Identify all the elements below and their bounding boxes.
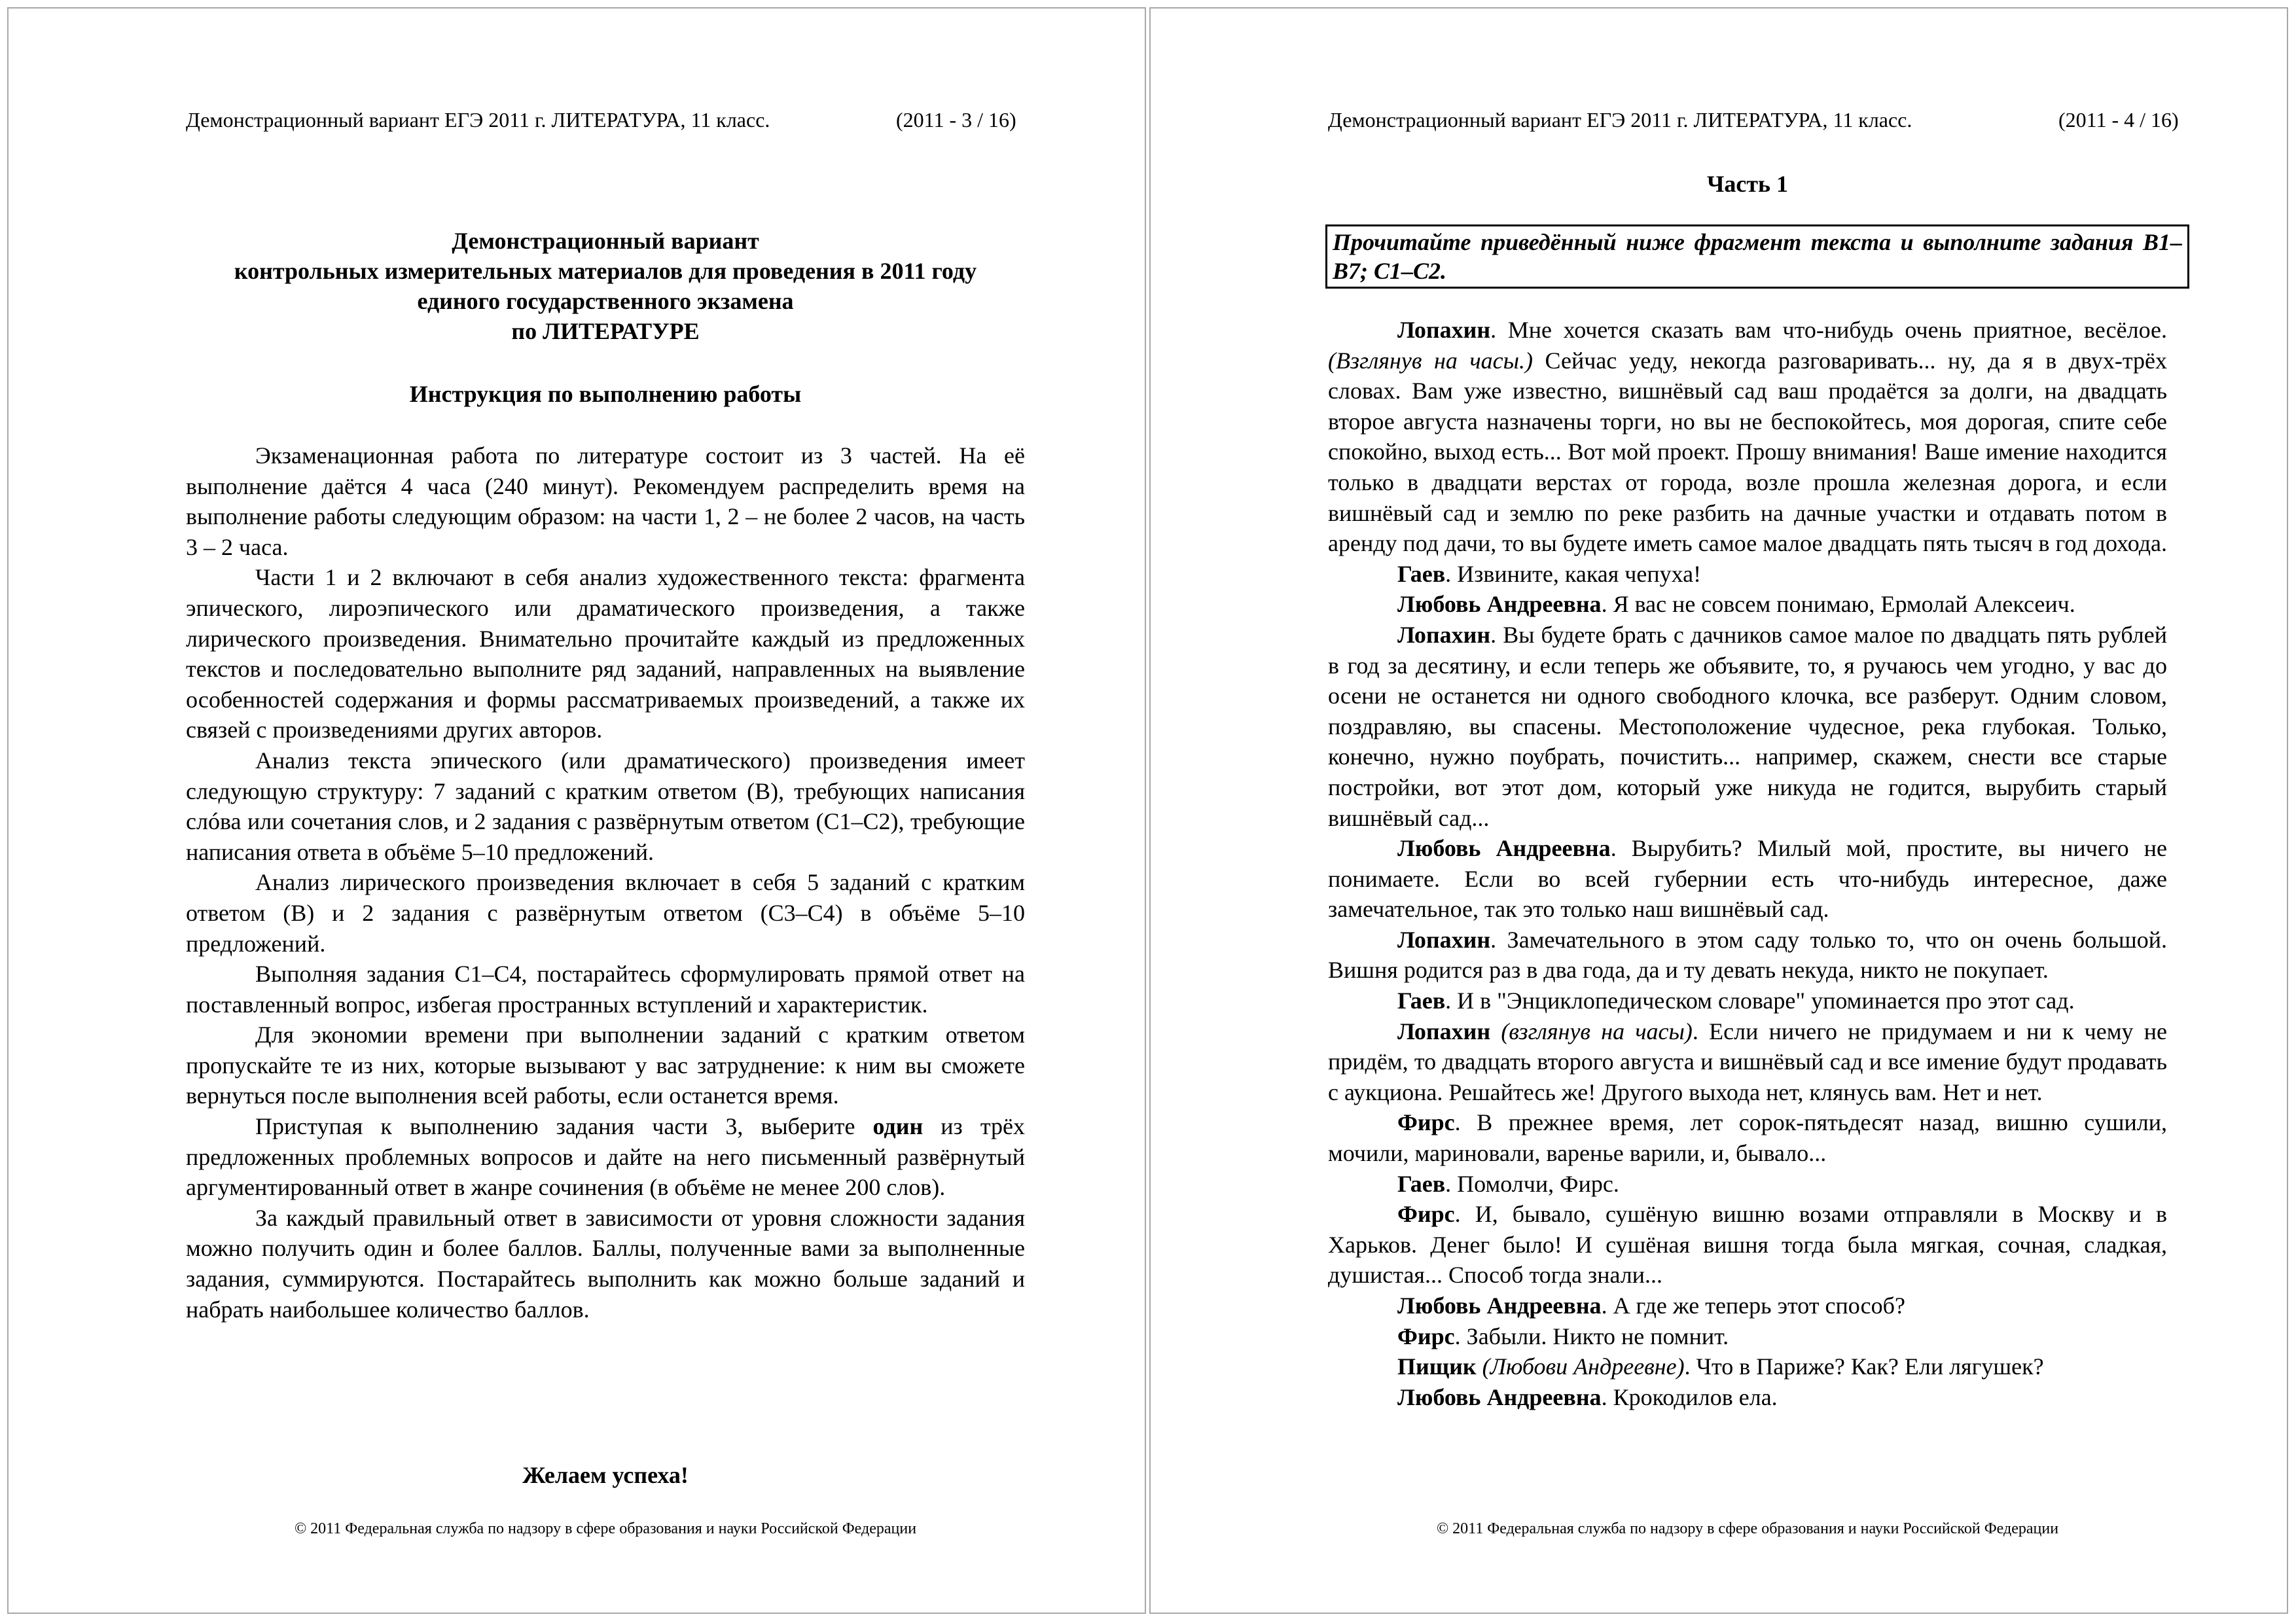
paragraph: За каждый правильный ответ в зависимости от уровня сложности задания можно получить один и более баллов. Баллы, полученные вами за выполненные задания, суммируются. Постарайтесь выполнить как можно больше заданий и набрать наибольшее количество баллов. [186, 1204, 1025, 1323]
dialog-line [1328, 1382, 2167, 1413]
speech-text: . И, бывало, сушёную вишню возами отправляли в Москву и в Харьков. Денег было! И сушёная вишня тогда была мягкая, сочная, сладкая, душистая... Способ тогда знали... [1328, 1201, 2167, 1289]
header-title: Демонстрационный вариант ЕГЭ 2011 г. ЛИТЕРАТУРА, 11 класс. [1328, 108, 1912, 132]
header-title: Демонстрационный вариант ЕГЭ 2011 г. ЛИТЕРАТУРА, 11 класс. [186, 108, 770, 132]
speech-text: . И в "Энциклопедическом словаре" упоминается про этот сад. [1445, 988, 2075, 1014]
speaker-name: Лопахин [1397, 926, 1491, 953]
title-line: по ЛИТЕРАТУРЕ [511, 318, 700, 344]
emphasis-one: один [872, 1113, 924, 1140]
speaker-name: Любовь Андреевна [1397, 1383, 1602, 1410]
paragraph: Анализ лирического произведения включает в себя 5 заданий с кратким ответом (В) и 2 задания с развёрнутым ответом (С3–С4) в объёме 5–10 предложений. [186, 869, 1025, 957]
speech-text: . А где же теперь этот способ? [1601, 1293, 1905, 1319]
speaker-name: Пищик [1397, 1353, 1477, 1380]
speaker-name: Лопахин [1397, 317, 1491, 343]
speaker-name: Фирс [1397, 1109, 1455, 1136]
page-left [7, 7, 1146, 1614]
speech-text: . Что в Париже? Как? Ели лягушек? [1684, 1353, 2044, 1380]
speech-text: . Крокодилов ела. [1601, 1383, 1778, 1410]
part-title: Часть 1 [1706, 171, 1789, 197]
dialog-line [1328, 1291, 2167, 1321]
speaker-name: Гаев [1397, 988, 1446, 1014]
speech-text: . Вы будете брать с дачников самое малое по двадцать пять рублей в год за десятину, и если теперь же объявите, то, я ручаюсь чем угодно, у вас до осени не останется ни одного свободного клочка, все разберут. Одним словом, поздравляю, вы спасены. Местоположение чудесное, река глубокая. Только, конечно, нужно поубрать, почистить... например, скажем, снести все старые постройки, вот этот дом, который уже никуда не годится, вырубить старый вишнёвый сад... [1328, 621, 2167, 831]
stage-direction: (взглянув на часы) [1490, 1018, 1693, 1044]
dialog-text [1328, 315, 2167, 1412]
task-instruction-box: Прочитайте приведённый ниже фрагмент текста и выполните задания В1–В7; С1–С2. [1325, 224, 2189, 289]
wish-text: Желаем успеха! [522, 1462, 689, 1488]
speaker-name: Гаев [1397, 560, 1446, 587]
dialog-line [1328, 315, 2167, 559]
dialog-line [1328, 1169, 2167, 1200]
dialog-line [1328, 1107, 2167, 1168]
speech-text: . Забыли. Никто не помнит. [1454, 1323, 1729, 1349]
dialog-line [1328, 1321, 2167, 1352]
dialog-line [1328, 833, 2167, 925]
dialog-line [1328, 1016, 2167, 1108]
copyright-footer: © 2011 Федеральная служба по надзору в сфере образования и науки Российской Федерации [1436, 1520, 2059, 1537]
speech-text: . Мне хочется сказать вам что-нибудь очень приятное, весёлое. [1490, 317, 2167, 343]
paragraph: Приступая к выполнению задания части 3, выберите один из трёх предложенных проблемных вопросов и дайте на него письменный развёрнутый аргументированный ответ в жанре сочинения (в объёме не менее 200 слов). [186, 1113, 1026, 1201]
title-line: единого государственного экзамена [417, 288, 794, 314]
stage-direction: (Взглянув на часы.) [1328, 347, 1533, 374]
speaker-name: Лопахин [1397, 621, 1491, 648]
dialog-line [1328, 1351, 2167, 1382]
speaker-name: Фирс [1397, 1201, 1455, 1228]
dialog-line [1328, 1199, 2167, 1291]
document-title [186, 226, 1025, 346]
speech-text: . Извините, какая чепуха! [1445, 560, 1702, 587]
speech-text: . Замечательного в этом саду только то, что он очень большой. Вишня родится раз в два года, да и ту девать некуда, никто не покупает. [1328, 926, 2167, 984]
speaker-name: Любовь Андреевна [1397, 1293, 1602, 1319]
speaker-name: Лопахин [1397, 1018, 1491, 1044]
dialog-line [1328, 589, 2167, 620]
speech-text: . В прежнее время, лет сорок-пятьдесят назад, вишню сушили, мочили, мариновали, варенье варили, и, бывало... [1328, 1109, 2167, 1167]
speech-text: Сейчас уеду, некогда разговаривать... ну, да я в двух-трёх словах. Вам уже известно, вишнёвый сад ваш продаётся за долги, на двадцать второе августа назначены торги, но вы не беспокойтесь, моя дорогая, спите себе спокойно, выход есть... Вот мой проект. Прошу внимания! Ваше имение находится только в двадцати верстах от города, возле прошла железная дорога, и если вишнёвый сад и землю по реке разбить на дачные участки и отдавать потом в аренду под дачи, то вы будете иметь самое малое двадцать пять тысяч в год дохода. [1328, 347, 2168, 557]
instruction-body [186, 440, 1025, 1325]
stage-direction: (Любови Андреевне) [1476, 1353, 1685, 1380]
paragraph: Для экономии времени при выполнении заданий с кратким ответом пропускайте те из них, которые вызывают у вас затруднение: к ним вы сможете вернуться после выполнения всей работы, если останется время. [186, 1022, 1025, 1109]
header-page-number: (2011 - 4 / 16) [2058, 108, 2179, 132]
dialog-line [1328, 620, 2167, 833]
speaker-name: Гаев [1397, 1170, 1446, 1197]
speaker-name: Любовь Андреевна [1397, 835, 1611, 862]
speech-text: . Я вас не совсем понимаю, Ермолай Алексеич. [1601, 591, 2075, 618]
title-line: Демонстрационный вариант [452, 228, 759, 254]
dialog-line [1328, 559, 2167, 590]
paragraph: Выполняя задания С1–С4, постарайтесь сформулировать прямой ответ на поставленный вопрос, избегая пространных вступлений и характеристик. [186, 961, 1025, 1018]
dialog-line [1328, 986, 2167, 1016]
paragraph: Анализ текста эпического (или драматического) произведения имеет следующую структуру: 7 заданий с кратким ответом (В), требующих написания слóва или сочетания слов, и 2 задания с развёрнутым ответом (С1–С2), требующие написания ответа в объёме 5–10 предложений. [186, 747, 1025, 865]
dialog-line [1328, 925, 2167, 986]
instruction-title: Инструкция по выполнению работы [409, 381, 802, 407]
speech-text: . Помолчи, Фирс. [1445, 1170, 1619, 1197]
speech-text: . Вырубить? Милый мой, простите, вы ничего не понимаете. Если во всей губернии есть что-нибудь интересное, даже замечательное, так это только наш вишнёвый сад. [1328, 835, 2167, 923]
speaker-name: Любовь Андреевна [1397, 591, 1602, 618]
speaker-name: Фирс [1397, 1323, 1455, 1349]
paragraph: Экзаменационная работа по литературе состоит из 3 частей. На её выполнение даётся 4 часа (240 минут). Рекомендуем распределить время на выполнение работы следующим образом: на части 1, 2 – не более 2 часов, на часть 3 – 2 часа. [186, 442, 1025, 560]
speech-text: . Если ничего не придумаем и ни к чему не придём, то двадцать второго августа и вишнёвый сад и все имение будут продавать с аукциона. Решайтесь же! Другого выхода нет, клянусь вам. Нет и нет. [1328, 1018, 2167, 1105]
paragraph: Части 1 и 2 включают в себя анализ художественного текста: фрагмента эпического, лироэпического или драматического произведения, а также лирического произведения. Внимательно прочитайте каждый из предложенных текстов и последовательно выполните ряд заданий, направленных на выявление особенностей содержания и формы рассматриваемых произведений, а также их связей с произведениями других авторов. [186, 564, 1025, 743]
title-line: контрольных измерительных материалов для проведения в 2011 году [234, 258, 977, 284]
copyright-footer: © 2011 Федеральная служба по надзору в сфере образования и науки Российской Федерации [294, 1520, 917, 1537]
header-page-number: (2011 - 3 / 16) [896, 108, 1016, 132]
page-right [1149, 7, 2288, 1614]
